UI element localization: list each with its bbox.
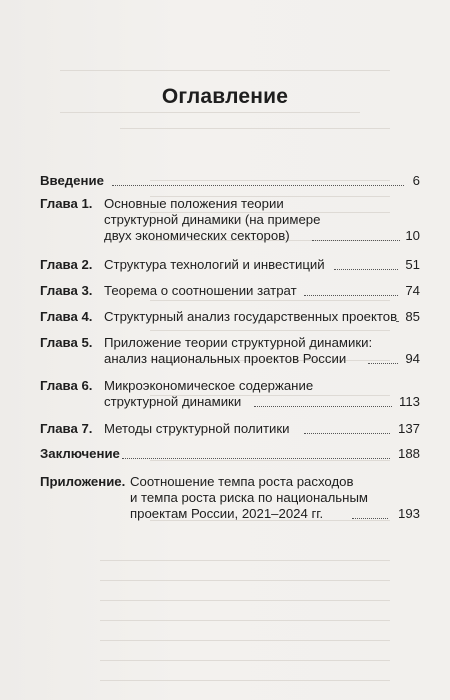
leader-dots: [396, 321, 398, 322]
toc-entry-chapter-1[interactable]: [40, 196, 420, 244]
toc-entry-text: анализ национальных проектов России: [104, 351, 347, 366]
toc-title: Оглавление: [161, 85, 289, 108]
toc-entry-label: Приложение.: [40, 474, 126, 489]
toc-entry-text: двух экономических секторов): [104, 228, 290, 243]
toc-entry-chapter-4[interactable]: [40, 309, 420, 325]
leader-dots: [352, 518, 388, 519]
toc-page-number: 85: [405, 309, 420, 324]
toc-entry-text: Методы структурной политики: [104, 421, 290, 436]
toc-entry-label: Глава 6.: [40, 378, 93, 393]
toc-entry-label: Глава 5.: [40, 335, 93, 350]
toc-entry-text: Приложение теории структурной динамики:: [104, 335, 373, 350]
toc-entry-label: Глава 7.: [40, 421, 93, 436]
toc-entry-text: Основные положения теории: [104, 196, 284, 211]
leader-dots: [122, 458, 390, 459]
toc-entry-text: структурной динамики (на примере: [104, 212, 321, 227]
toc-entry-text: Соотношение темпа роста расходов: [130, 474, 354, 489]
toc-entry-text: проектам России, 2021–2024 гг.: [130, 506, 324, 521]
leader-dots: [312, 240, 400, 241]
toc-entry-label: Глава 1.: [40, 196, 93, 211]
toc-page-number: 193: [397, 506, 420, 521]
toc-entry-text: Микроэкономическое содержание: [104, 378, 314, 393]
toc-page-number: 188: [397, 446, 420, 461]
toc-entry-chapter-2[interactable]: [40, 257, 420, 273]
leader-dots: [304, 295, 398, 296]
toc-entry-text: структурной динамики: [104, 394, 242, 409]
toc-entry-chapter-3[interactable]: [40, 283, 420, 299]
toc-entry-label: Глава 2.: [40, 257, 93, 272]
toc-entry-introduction[interactable]: [40, 173, 420, 189]
toc-entry-text: Структура технологий и инвестиций: [104, 257, 325, 272]
leader-dots: [334, 269, 398, 270]
toc-page-number: 74: [405, 283, 420, 298]
toc-entry-text: Теорема о соотношении затрат: [104, 283, 297, 298]
leader-dots: [368, 363, 398, 364]
toc-page-number: 137: [397, 421, 420, 436]
toc-page-number: 6: [412, 173, 420, 188]
leader-dots: [112, 185, 404, 186]
toc-entry-text: Структурный анализ государственных проектов: [104, 309, 398, 324]
toc-entry-label: Заключение: [40, 446, 120, 461]
toc-entry-chapter-7[interactable]: [40, 421, 420, 437]
toc-entry-text: и темпа роста риска по национальным: [130, 490, 368, 505]
toc-entry-conclusion[interactable]: [40, 446, 420, 462]
toc-entry-label: Глава 3.: [40, 283, 93, 298]
toc-page-number: 51: [405, 257, 420, 272]
toc-page-number: 10: [405, 228, 420, 243]
toc-entry-appendix[interactable]: [40, 474, 420, 522]
toc-page-number: 94: [405, 351, 420, 366]
toc-entry-chapter-5[interactable]: [40, 335, 420, 367]
toc-page-number: 113: [398, 394, 420, 409]
leader-dots: [254, 406, 392, 407]
leader-dots: [304, 433, 390, 434]
toc-entry-label: Глава 4.: [40, 309, 93, 324]
toc-entry-label: Введение: [40, 173, 104, 188]
toc-entry-chapter-6[interactable]: [40, 378, 420, 410]
